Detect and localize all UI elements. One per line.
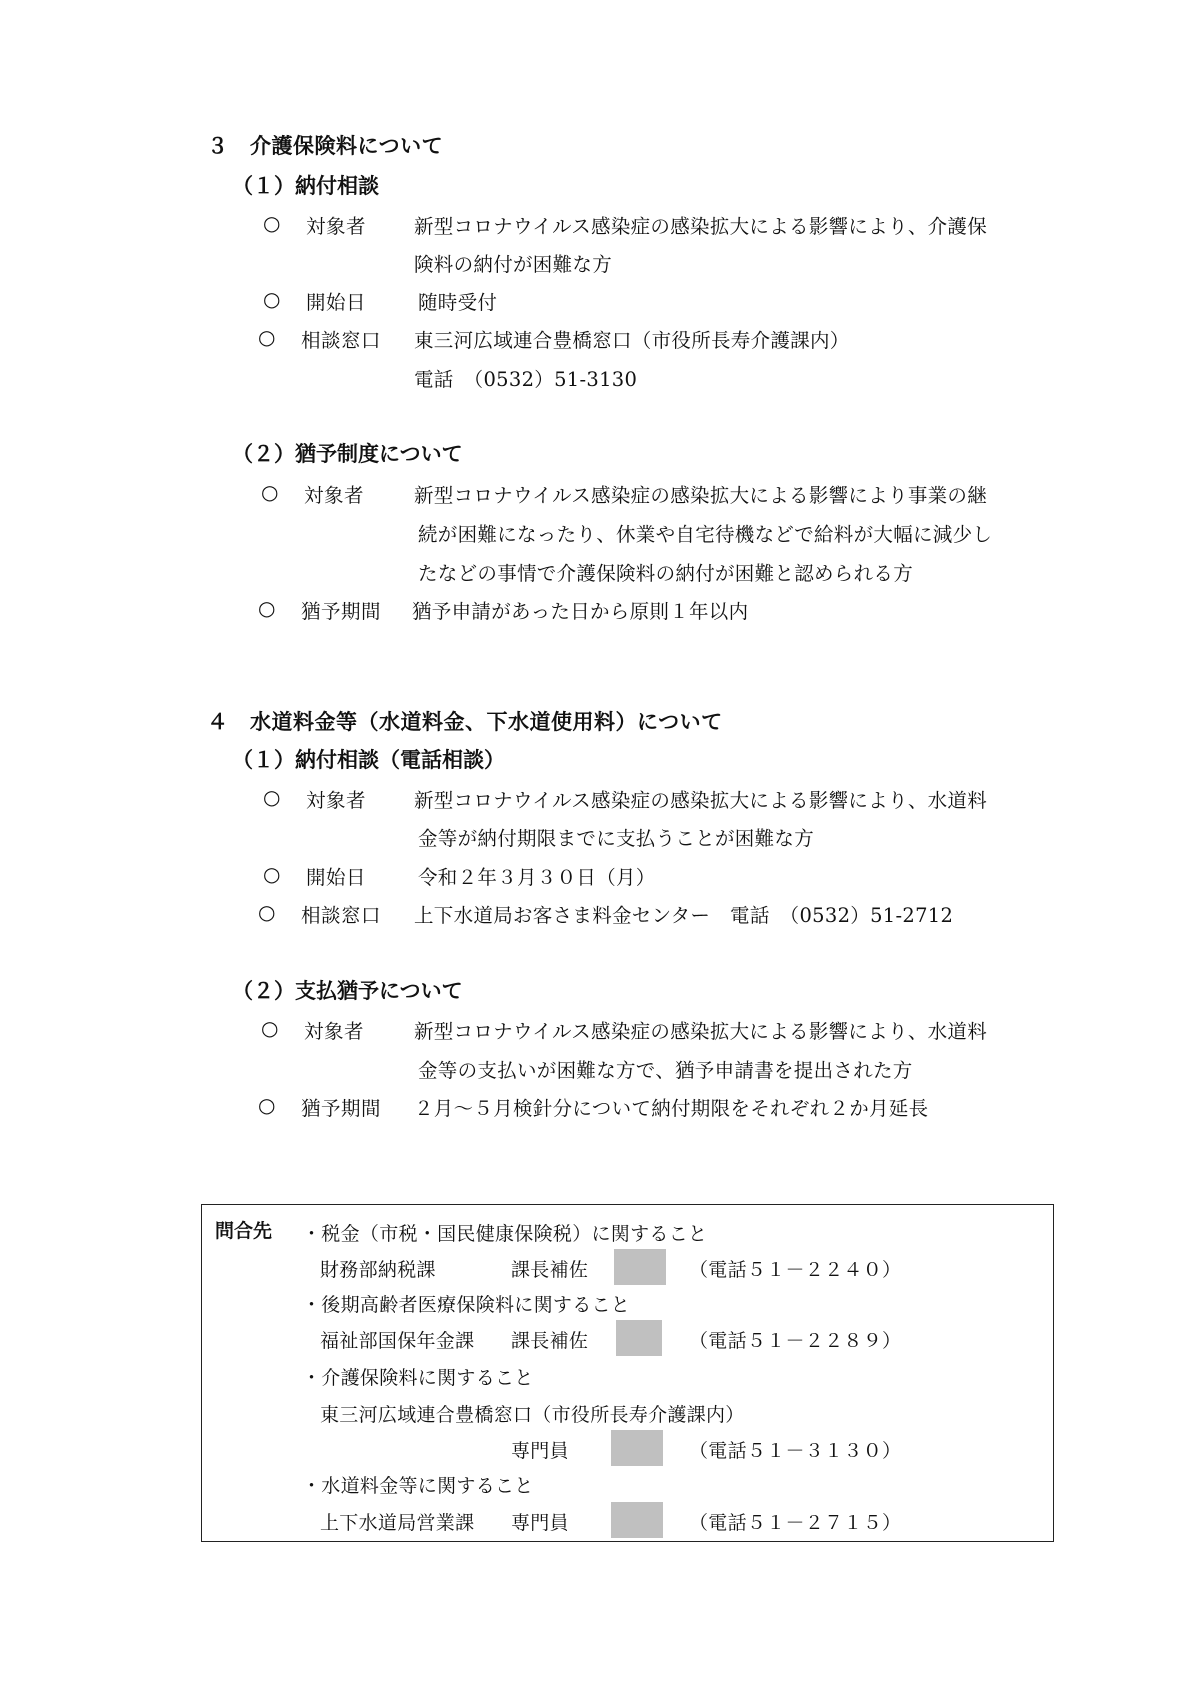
redacted-name [616,1320,662,1356]
item-text: 新型コロナウイルス感染症の感染拡大による影響により事業の継 [414,484,988,507]
item-text: 猶予申請があった日から原則１年以内 [412,600,749,623]
item-label: 猶予期間 [301,1097,382,1120]
bullet-circle: ○ [258,1093,276,1117]
item-text: 電話 （0532）51-3130 [414,368,638,391]
bullet-circle: ○ [258,325,276,349]
item-text: たなどの事情で介護保険料の納付が困難と認められる方 [418,562,914,585]
item-text: 金等の支払いが困難な方で、猶予申請書を提出された方 [418,1059,913,1082]
inquiry-topic: ・介護保険料に関すること [302,1367,534,1389]
item-text: 東三河広域連合豊橋窓口（市役所長寿介護課内） [414,329,850,352]
bullet-circle: ○ [258,900,276,924]
section-3-2-heading: （２）猶予制度について [232,442,463,466]
inquiry-phone: （電話５１－２２８９） [689,1330,902,1352]
section-3-1-heading: （１）納付相談 [232,174,379,198]
inquiry-role: 専門員 [511,1512,569,1534]
inquiry-dept: 東三河広域連合豊橋窓口（市役所長寿介護課内） [320,1404,745,1426]
inquiry-dept: 福祉部国保年金課 [320,1330,475,1352]
inquiry-phone: （電話５１－２２４０） [689,1259,902,1281]
item-label: 開始日 [306,866,367,889]
item-text: ２月～５月検針分について納付期限をそれぞれ２か月延長 [414,1097,929,1120]
section-4-2-heading: （２）支払猶予について [232,979,463,1003]
inquiry-topic: ・税金（市税・国民健康保険税）に関すること [302,1223,708,1245]
inquiry-role: 課長補佐 [511,1330,589,1352]
item-label: 猶予期間 [301,600,382,623]
inquiry-phone: （電話５１－２７１５） [689,1512,902,1534]
inquiry-dept: 上下水道局営業課 [320,1512,475,1534]
bullet-circle: ○ [261,1016,279,1040]
inquiry-dept: 財務部納税課 [320,1259,436,1281]
inquiry-title: 問合先 [215,1220,273,1242]
redacted-name [611,1430,663,1466]
inquiry-role: 専門員 [511,1440,569,1462]
item-label: 対象者 [306,215,367,238]
item-text: 金等が納付期限までに支払うことが困難な方 [418,827,815,850]
section-3-heading: ３ 介護保険料について [207,134,444,158]
item-text: 上下水道局お客さま料金センター 電話 （0532）51-2712 [414,904,954,927]
item-text: 新型コロナウイルス感染症の感染拡大による影響により、水道料 [414,1020,988,1043]
item-text: 続が困難になったり、休業や自宅待機などで給料が大幅に減少し [418,523,993,546]
item-text: 随時受付 [418,291,498,314]
item-label: 対象者 [304,1020,365,1043]
bullet-circle: ○ [258,596,276,620]
item-label: 対象者 [306,789,367,812]
bullet-circle: ○ [263,785,281,809]
inquiry-topic: ・後期高齢者医療保険料に関すること [302,1294,631,1316]
item-label: 開始日 [306,291,367,314]
item-text: 新型コロナウイルス感染症の感染拡大による影響により、介護保 [414,215,988,238]
item-label: 相談窓口 [301,904,382,927]
inquiry-role: 課長補佐 [511,1259,589,1281]
item-label: 対象者 [304,484,365,507]
section-4-1-heading: （１）納付相談（電話相談） [232,748,505,772]
item-label: 相談窓口 [301,329,382,352]
bullet-circle: ○ [261,480,279,504]
bullet-circle: ○ [263,862,281,886]
item-text: 険料の納付が困難な方 [414,253,613,276]
item-text: 令和２年３月３０日（月） [418,866,656,889]
bullet-circle: ○ [263,211,281,235]
item-text: 新型コロナウイルス感染症の感染拡大による影響により、水道料 [414,789,988,812]
inquiry-phone: （電話５１－３１３０） [689,1440,902,1462]
redacted-name [611,1502,663,1538]
inquiry-topic: ・水道料金等に関すること [302,1475,534,1497]
bullet-circle: ○ [263,287,281,311]
redacted-name [614,1249,666,1285]
section-4-heading: ４ 水道料金等（水道料金、下水道使用料）について [207,710,723,734]
